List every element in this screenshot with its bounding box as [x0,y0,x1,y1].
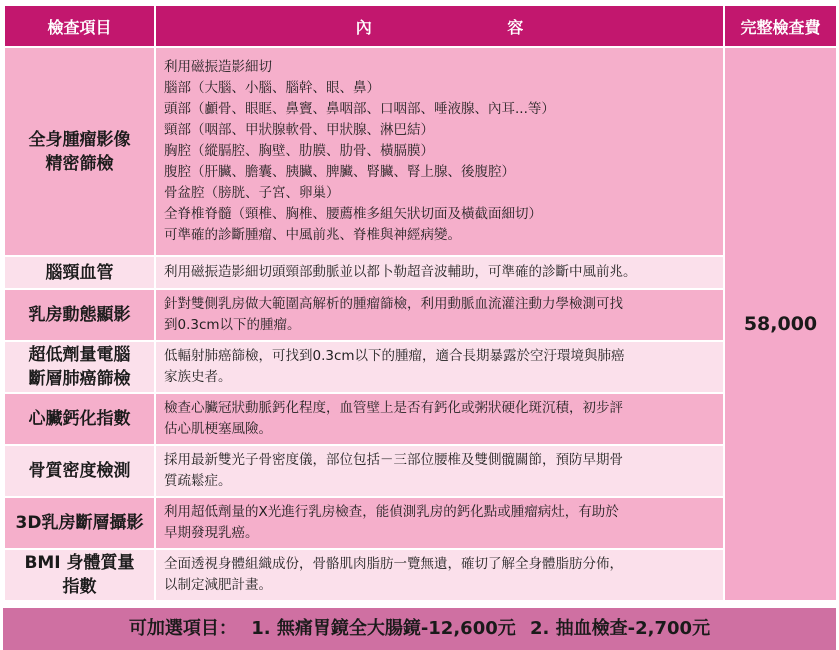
exam-table [3,4,838,602]
row-description [155,256,724,289]
row-description [155,393,724,445]
item-line: 乳房動態顯影 [28,305,131,325]
total-price: 58,000 [724,47,837,601]
optional-items-banner [3,606,836,650]
desc-line: 採用最新雙光子骨密度儀，部位包括－三部位腰椎及雙側髖關節，預防早期骨 [164,452,623,468]
row-item [4,445,155,497]
desc-line: 以制定減肥計畫。 [164,577,272,593]
desc-line: 早期發現乳癌。 [164,525,259,541]
row-description [155,549,724,601]
item-line: 斷層肺癌篩檢 [28,369,131,389]
table-row [4,341,837,393]
row-description [155,341,724,393]
optional-item-1: 1. 無痛胃鏡全大腸鏡-12,600元 [251,618,516,639]
desc-line: 估心肌梗塞風險。 [164,421,272,437]
item-line: BMI 身體質量 [24,553,135,573]
item-line: 3D乳房斷層攝影 [15,513,144,533]
header-price: 完整檢查費 [724,5,837,47]
row-item [4,549,155,601]
desc-line: 質疏鬆症。 [164,473,232,489]
row-description [155,289,724,341]
desc-line: 利用磁振造影細切頭頸部動脈並以都卜勒超音波輔助，可準確的診斷中風前兆。 [164,264,637,280]
desc-line: 利用超低劑量的X光進行乳房檢查，能偵測乳房的鈣化點或腫瘤病灶，有助於 [164,504,619,520]
item-line: 超低劑量電腦 [28,345,131,365]
header-content-char-2: 容 [507,17,524,37]
desc-line: 骨盆腔（膀胱、子宮、卵巢） [164,185,340,201]
desc-line: 檢查心臟冠狀動脈鈣化程度，血管壁上是否有鈣化或粥狀硬化斑沉積，初步評 [164,400,623,416]
row-description [155,47,724,256]
table-row [4,549,837,601]
row-item [4,341,155,393]
desc-line: 腦部（大腦、小腦、腦幹、眼、鼻） [164,80,380,96]
optional-items-label: 可加選項目： [128,618,237,639]
table-row [4,497,837,549]
optional-item-2: 2. 抽血檢查-2,700元 [530,618,711,639]
item-line: 全身腫瘤影像 [28,129,131,150]
row-description [155,497,724,549]
table-header-row [4,5,837,47]
row-description [155,445,724,497]
desc-line: 到0.3cm以下的腫瘤。 [164,317,301,333]
desc-line: 頭部（顱骨、眼眶、鼻竇、鼻咽部、口咽部、唾液腺、內耳...等） [164,101,555,117]
table-row [4,47,837,256]
table-row [4,289,837,341]
header-content-char-1: 內 [355,17,372,37]
row-item [4,289,155,341]
table-row [4,445,837,497]
desc-line: 針對雙側乳房做大範圍高解析的腫瘤篩檢，利用動脈血流灌注動力學檢測可找 [164,296,623,312]
row-item [4,497,155,549]
desc-line: 可準確的診斷腫瘤、中風前兆、脊椎與神經病變。 [164,227,461,243]
desc-line: 全脊椎脊髓（頸椎、胸椎、腰薦椎多組矢狀切面及橫截面細切） [164,206,542,222]
row-item [4,256,155,289]
desc-line: 全面透視身體組織成份，骨骼肌肉脂肪一覽無遺，確切了解全身體脂肪分佈， [164,556,623,572]
desc-line: 家族史者。 [164,369,232,385]
item-line: 指數 [62,577,97,597]
desc-line: 低輻射肺癌篩檢，可找到0.3cm以下的腫瘤，適合長期暴露於空汙環境與肺癌 [164,348,625,364]
item-line: 骨質密度檢測 [28,461,131,481]
desc-line: 胸腔（縱膈腔、胸壁、肋膜、肋骨、橫膈膜） [164,143,434,159]
desc-line: 頸部（咽部、甲狀腺軟骨、甲狀腺、淋巴結） [164,122,434,138]
header-item: 檢查項目 [4,5,155,47]
row-item [4,393,155,445]
desc-line: 腹腔（肝臟、膽囊、胰臟、脾臟、腎臟、腎上腺、後腹腔） [164,164,515,180]
table-row [4,393,837,445]
item-line: 心臟鈣化指數 [28,409,131,429]
table-row [4,256,837,289]
item-line: 精密篩檢 [45,153,114,174]
header-content [155,5,724,47]
item-line: 腦頸血管 [45,262,114,283]
row-item [4,47,155,256]
desc-line: 利用磁振造影細切 [164,59,272,75]
